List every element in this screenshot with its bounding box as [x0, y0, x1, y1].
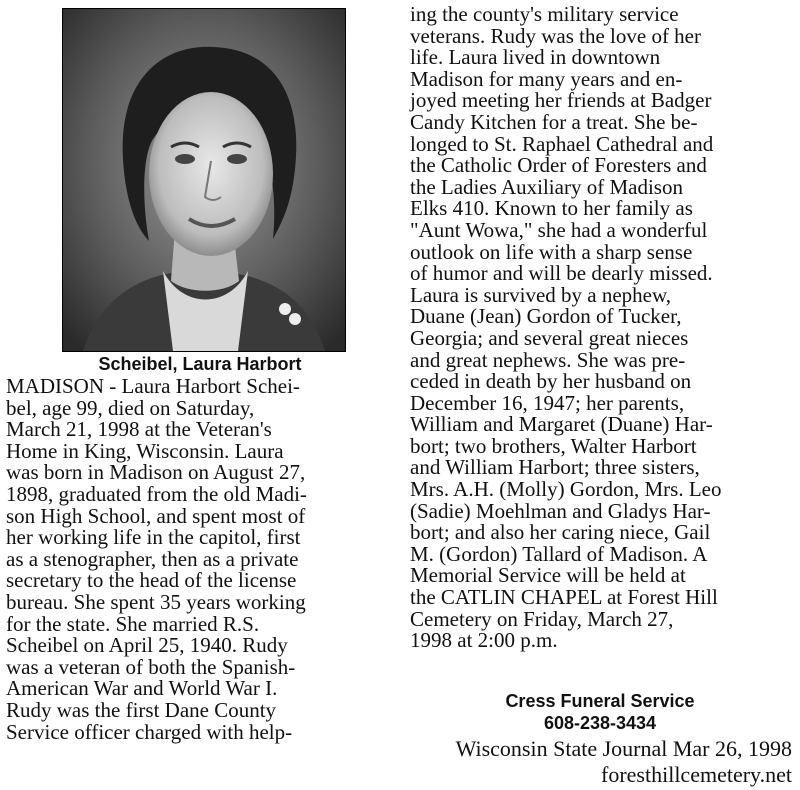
left-line: bel, age 99, died on Saturday, [6, 395, 255, 420]
left-line: was born in Madison on August 27, [6, 460, 306, 485]
right-line: longed to St. Raphael Cathedral and [410, 131, 714, 156]
right-line: bort; and also her caring niece, Gail [410, 520, 711, 545]
right-line: veterans. Rudy was the love of her [410, 23, 701, 48]
right-line: Madison for many years and en- [410, 66, 683, 91]
left-line: 1898, graduated from the old Madi- [6, 481, 307, 506]
left-line: was a veteran of both the Spanish- [6, 654, 296, 679]
right-column [410, 4, 798, 652]
right-line: and great nephews. She was pre- [410, 347, 686, 372]
deceased-name: Scheibel, Laura Harbort [98, 354, 302, 374]
website-credit: foresthillcemetery.net [601, 762, 792, 787]
left-line: son High School, and spent most of [6, 503, 306, 528]
right-line: Cemetery on Friday, March 27, [410, 606, 674, 631]
left-line: bureau. She spent 35 years working [6, 589, 306, 614]
right-line: Georgia; and several great nieces [410, 325, 689, 350]
right-line: of humor and will be dearly missed. [410, 261, 713, 286]
right-line: "Aunt Wowa," she had a wonderful [410, 217, 708, 242]
right-line: Memorial Service will be held at [410, 563, 686, 588]
left-line: her working life in the capitol, first [6, 525, 301, 550]
right-line: Elks 410. Known to her family as [410, 196, 693, 221]
right-line: Duane (Jean) Gordon of Tucker, [410, 304, 682, 329]
right-line: joyed meeting her friends at Badger [410, 88, 712, 113]
right-line: outlook on life with a sharp sense [410, 239, 693, 264]
right-line: (Sadie) Moehlman and Gladys Har- [410, 498, 711, 523]
right-line: 1998 at 2:00 p.m. [410, 628, 558, 653]
right-line: the CATLIN CHAPEL at Forest Hill [410, 585, 718, 610]
right-line: bort; two brothers, Walter Harbort [410, 433, 697, 458]
right-line: Mrs. A.H. (Molly) Gordon, Mrs. Leo [410, 477, 722, 502]
left-column [6, 352, 394, 743]
right-line: the Catholic Order of Foresters and [410, 153, 707, 178]
portrait-image [63, 9, 345, 351]
left-line: for the state. She married R.S. [6, 611, 260, 636]
right-line: life. Laura lived in downtown [410, 45, 661, 70]
right-line: ceded in death by her husband on [410, 369, 692, 394]
funeral-home-name: Cress Funeral Service [505, 691, 695, 711]
left-line: MADISON - Laura Harbort Schei- [6, 374, 300, 398]
obituary-body-right [410, 4, 798, 652]
right-line: December 16, 1947; her parents, [410, 390, 685, 415]
left-line: secretary to the head of the license [6, 568, 297, 593]
newspaper-source: Wisconsin State Journal Mar 26, 1998 [455, 736, 792, 761]
left-line: American War and World War I. [6, 676, 278, 701]
right-line: Laura is survived by a nephew, [410, 282, 672, 307]
left-line: Rudy was the first Dane County [6, 697, 277, 722]
left-line: as a stenographer, then as a private [6, 546, 299, 571]
right-line: and William Harbort; three sisters, [410, 455, 700, 480]
funeral-home-phone: 608-238-3434 [543, 713, 657, 733]
right-line: the Ladies Auxiliary of Madison [410, 174, 683, 199]
left-line: Home in King, Wisconsin. Laura [6, 438, 284, 463]
left-line: Service officer charged with help- [6, 719, 293, 744]
obituary-body-left [6, 376, 394, 743]
right-line: ing the county's military service [410, 2, 679, 26]
right-line: M. (Gordon) Tallard of Madison. A [410, 541, 708, 566]
left-line: Scheibel on April 25, 1940. Rudy [6, 633, 288, 658]
left-line: March 21, 1998 at the Veteran's [6, 417, 272, 442]
portrait-photo [62, 8, 346, 352]
right-line: Candy Kitchen for a treat. She be- [410, 109, 698, 134]
right-line: William and Margaret (Duane) Har- [410, 412, 713, 437]
